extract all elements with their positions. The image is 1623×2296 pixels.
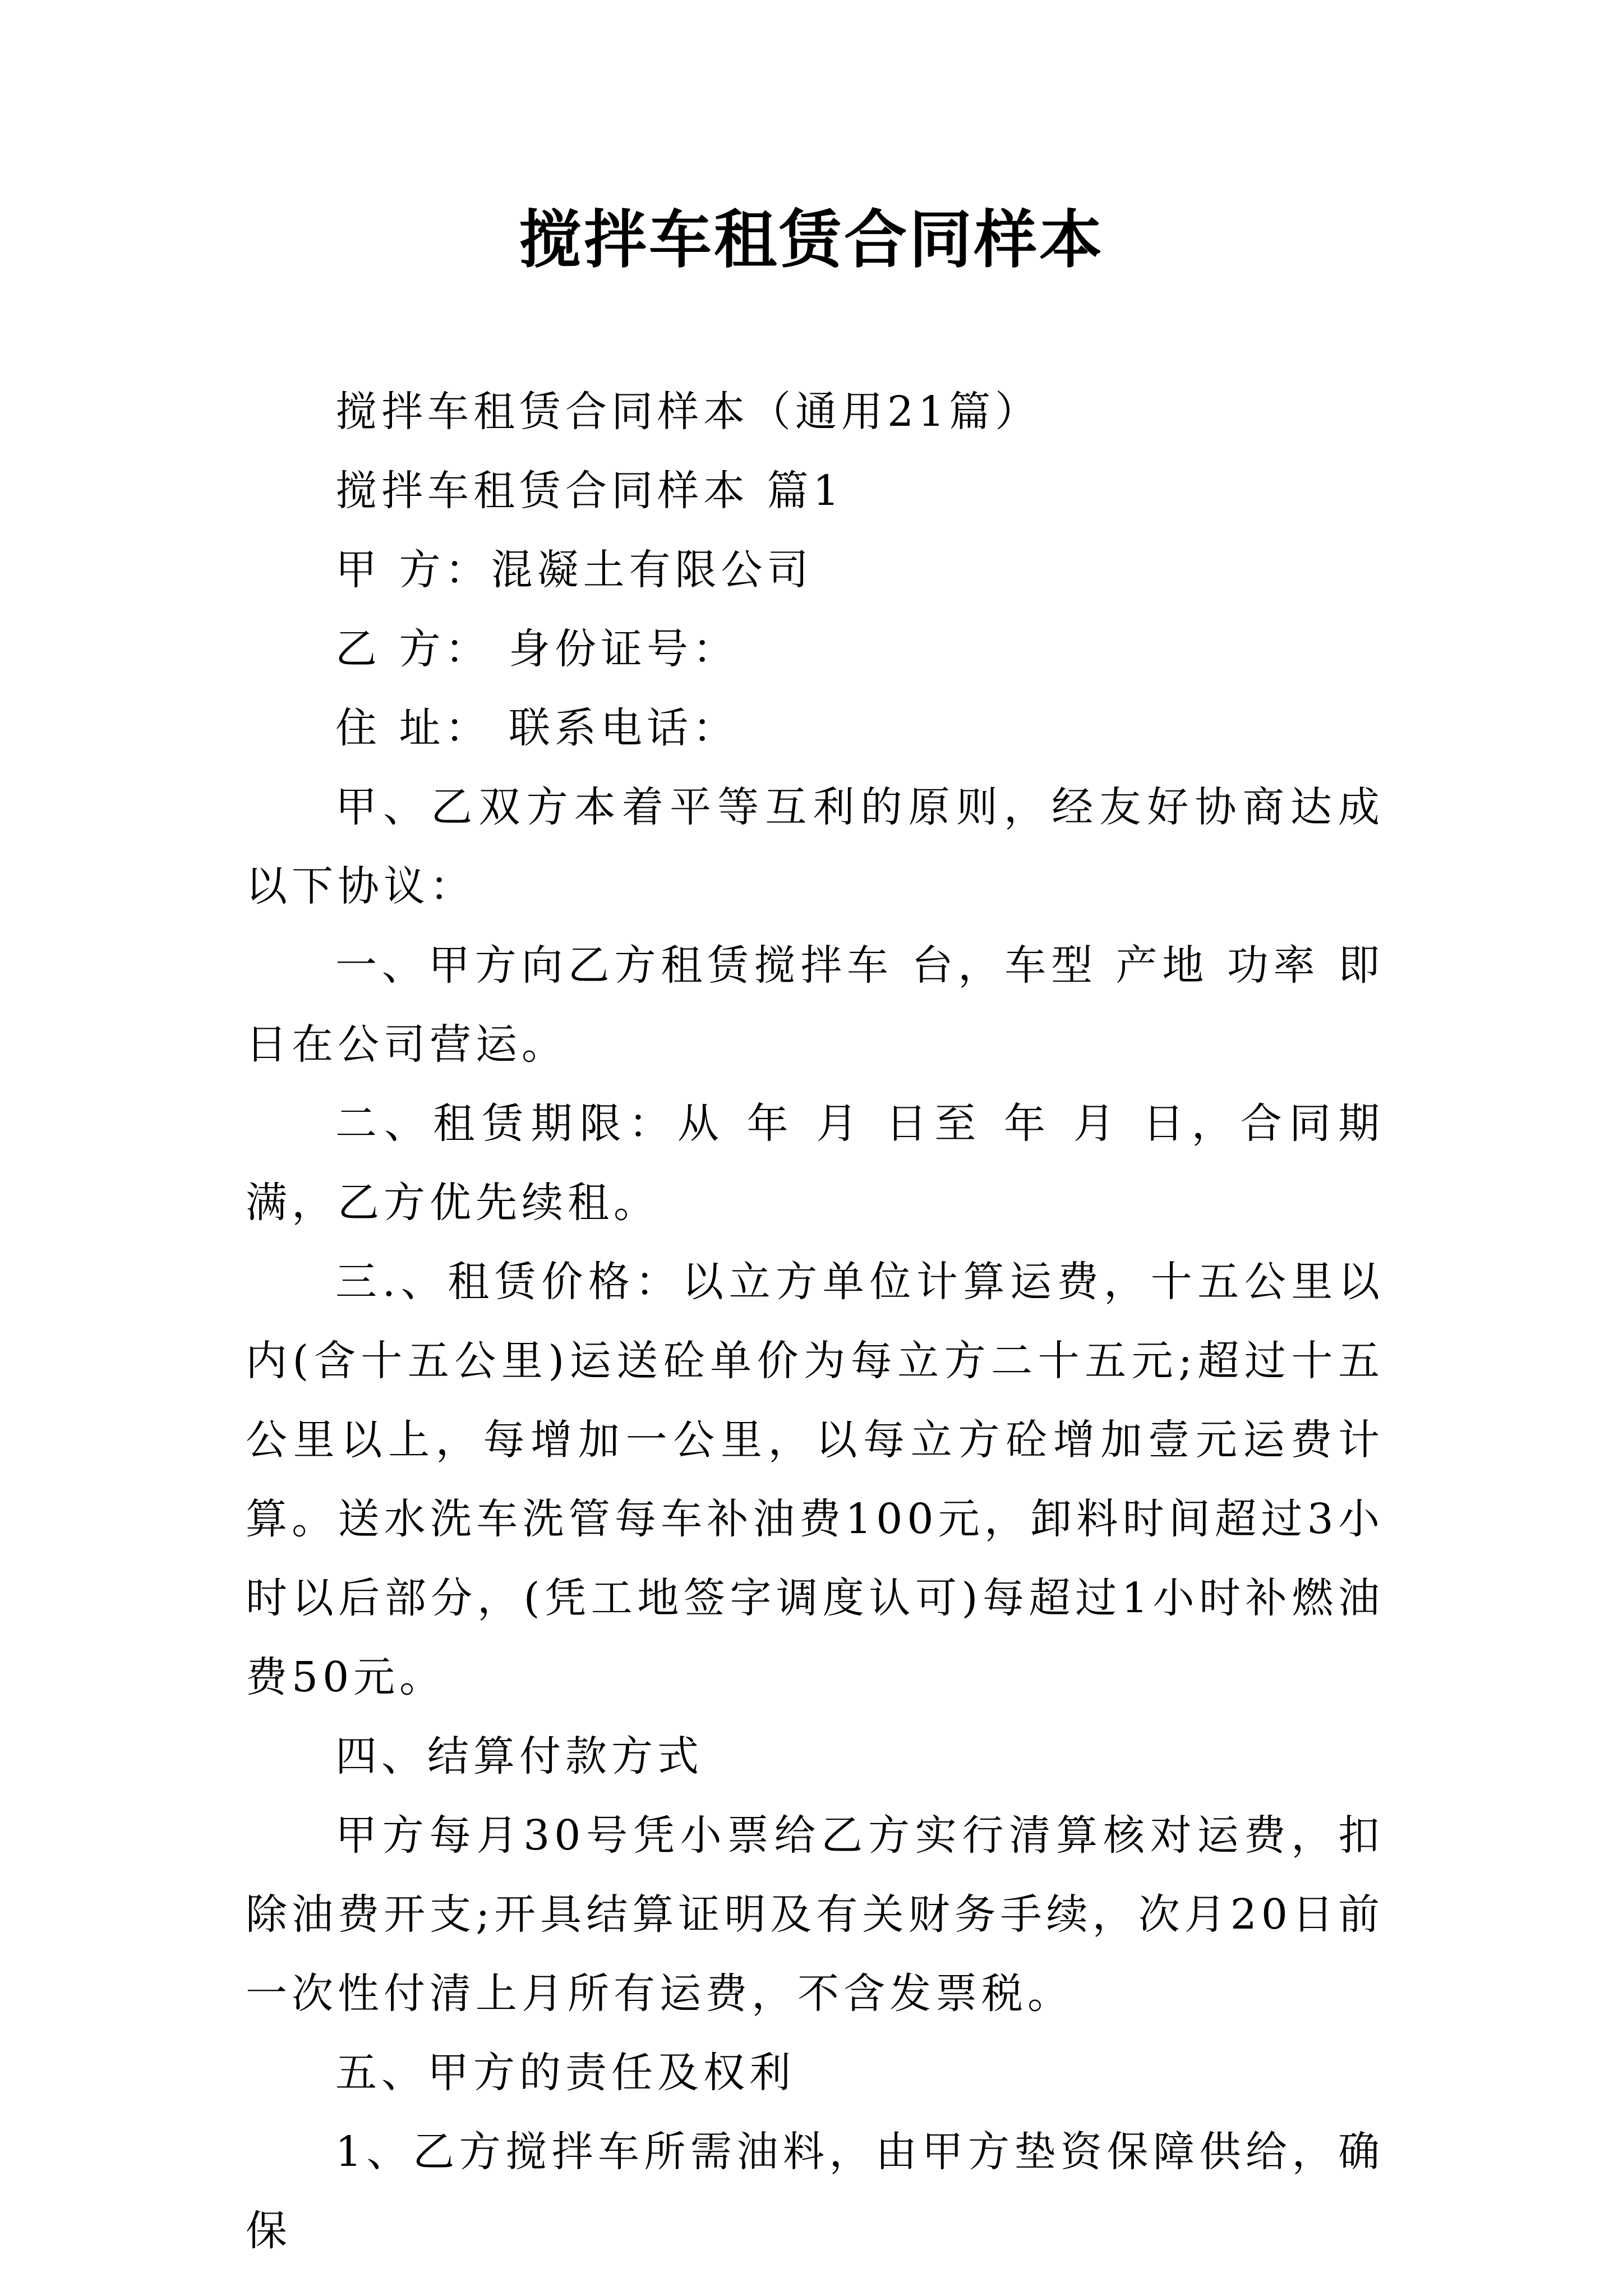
clause-5-heading: 五、甲方的责任及权利 — [335, 2049, 795, 2097]
party-b-line: 乙 方： 身份证号： — [335, 625, 739, 673]
clause-5-item-1: 1、乙方搅拌车所需油料，由甲方垫资保障供给，确保 — [246, 2128, 1384, 2255]
clause-4-paragraph: 甲方每月30号凭小票给乙方实行清算核对运费，扣除油费开支;开具结算证明及有关财务手续，次月20日前一次性付清上月所有运费，不含发票税。 — [246, 1811, 1384, 2018]
preamble-paragraph: 甲、乙双方本着平等互利的原则，经友好协商达成以下协议： — [246, 783, 1384, 910]
clause-2-paragraph: 二、租赁期限：从 年 月 日至 年 月 日，合同期满，乙方优先续租。 — [246, 1099, 1384, 1227]
document-title: 搅拌车租赁合同样本 — [519, 203, 1104, 277]
document-body — [246, 372, 1384, 2271]
clause-4-heading: 四、结算付款方式 — [335, 1732, 703, 1780]
party-a-line: 甲 方：混凝土有限公司 — [335, 546, 813, 594]
clause-3-paragraph: 三.、租赁价格：以立方单位计算运费，十五公里以内(含十五公里)运送砼单价为每立方二十五元;超过十五公里以上，每增加一公里，以每立方砼增加壹元运费计算。送水洗车洗管每车补油费100元，卸料时间超过3小时以后部分，(凭工地签字调度认可)每超过1小时补燃油费50元。 — [246, 1258, 1384, 1701]
subtitle-paragraph: 搅拌车租赁合同样本（通用21篇） — [335, 388, 1041, 436]
chapter-heading: 搅拌车租赁合同样本 篇1 — [335, 467, 844, 515]
clause-1-paragraph: 一、甲方向乙方租赁搅拌车 台，车型 产地 功率 即日在公司营运。 — [246, 941, 1384, 1069]
address-line: 住 址： 联系电话： — [335, 704, 739, 752]
